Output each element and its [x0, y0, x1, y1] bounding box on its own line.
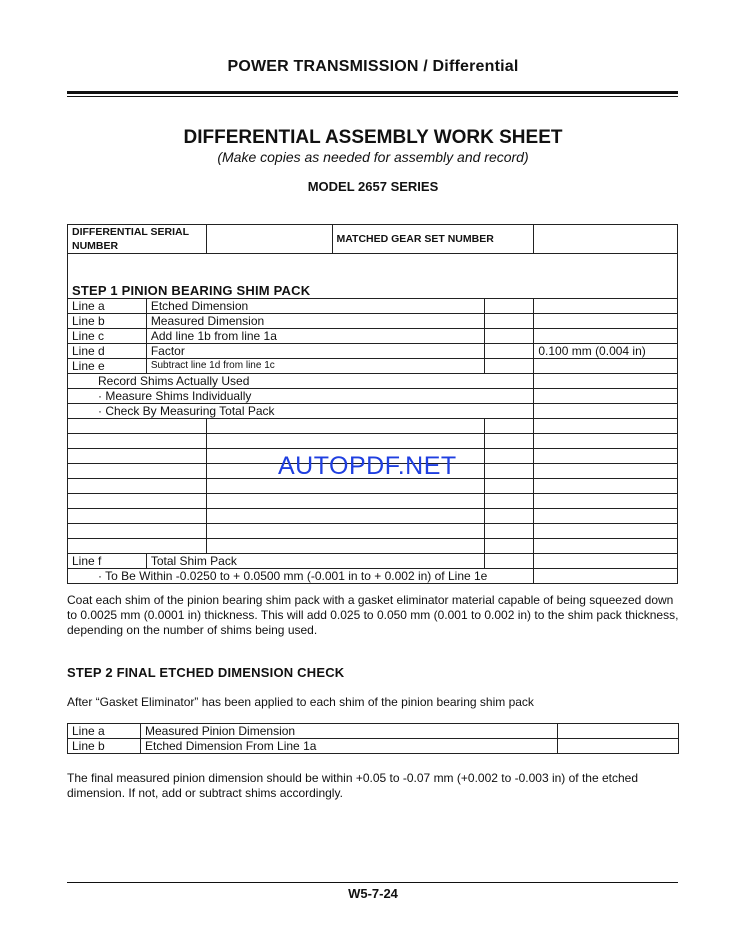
shim-entry-cell[interactable]: [68, 539, 207, 554]
line-label: Line d: [68, 344, 147, 359]
shim-entry-cell[interactable]: [484, 464, 534, 479]
record-shims-label: Record Shims Actually Used: [68, 374, 534, 389]
shim-entry-cell[interactable]: [534, 479, 678, 494]
shim-entry-row: [68, 419, 678, 434]
shim-entry-cell[interactable]: [207, 524, 484, 539]
step1-heading-row: [68, 254, 678, 299]
shim-entry-cell[interactable]: [534, 419, 678, 434]
table-row: [68, 299, 678, 314]
table-row: [68, 329, 678, 344]
page-subtitle: (Make copies as needed for assembly and record): [217, 149, 529, 165]
shim-entry-cell[interactable]: [68, 464, 207, 479]
step1-worksheet-table: [67, 224, 678, 584]
watermark: AUTOPDF.NET: [278, 452, 457, 480]
step1-heading: STEP 1 PINION BEARING SHIM PACK: [72, 283, 311, 298]
table-row: [68, 374, 678, 389]
line-value-field[interactable]: [484, 329, 534, 344]
shim-entry-cell[interactable]: [207, 494, 484, 509]
line-value-field[interactable]: [484, 314, 534, 329]
line-description: Total Shim Pack: [146, 554, 484, 569]
shim-entry-cell[interactable]: [534, 524, 678, 539]
shim-entry-cell[interactable]: [484, 509, 534, 524]
line-description: Factor: [146, 344, 484, 359]
line-label: Line b: [68, 739, 141, 754]
shim-entry-cell[interactable]: [484, 479, 534, 494]
shim-entry-row: [68, 494, 678, 509]
factor-value: 0.100 mm (0.004 in): [534, 344, 678, 359]
table-row: [68, 404, 678, 419]
check-total-label: · Check By Measuring Total Pack: [68, 404, 534, 419]
line-description: Etched Dimension: [146, 299, 484, 314]
line-extra: [534, 314, 678, 329]
section-header: POWER TRANSMISSION / Differential: [227, 58, 519, 75]
shim-entry-row: [68, 434, 678, 449]
coat-paragraph: Coat each shim of the pinion bearing shim pack with a gasket eliminator material capable of being squeezed down to 0.0025 mm (0.0001 in) thickness. This will add 0.025 to 0.050 mm (0.001 to 0.002 in) to the shim pack thickness, depending on the number of shims being used.: [67, 593, 679, 637]
line-extra: [534, 299, 678, 314]
table-row: [68, 554, 678, 569]
table-row: [68, 724, 679, 739]
step2-worksheet-table: [67, 723, 679, 754]
line-value-field[interactable]: [484, 554, 534, 569]
line-value-field[interactable]: [558, 739, 679, 754]
line-label: Line f: [68, 554, 147, 569]
line-extra: [534, 359, 678, 374]
serial-number-label: DIFFERENTIAL SERIAL NUMBER: [68, 225, 207, 254]
table-row: [68, 314, 678, 329]
line-description: Etched Dimension From Line 1a: [141, 739, 558, 754]
table-row: [68, 389, 678, 404]
header-rule-thin: [67, 96, 678, 97]
step2-intro: After “Gasket Eliminator” has been applied to each shim of the pinion bearing shim pack: [67, 695, 534, 709]
serial-row: [68, 225, 678, 254]
shim-entry-cell[interactable]: [534, 434, 678, 449]
within-tolerance-label: · To Be Within -0.0250 to + 0.0500 mm (-0.001 in to + 0.002 in) of Line 1e: [68, 569, 534, 584]
shim-entry-cell[interactable]: [207, 434, 484, 449]
shim-entry-cell[interactable]: [207, 419, 484, 434]
line-description: Add line 1b from line 1a: [146, 329, 484, 344]
page-number: W5-7-24: [348, 886, 398, 901]
serial-number-field[interactable]: [207, 225, 332, 254]
shim-entry-cell[interactable]: [484, 434, 534, 449]
line-description: Measured Dimension: [146, 314, 484, 329]
shim-entry-row: [68, 539, 678, 554]
table-row: [68, 739, 679, 754]
line-label: Line a: [68, 724, 141, 739]
gear-set-label: MATCHED GEAR SET NUMBER: [332, 225, 534, 254]
line-description: Measured Pinion Dimension: [141, 724, 558, 739]
line-label: Line c: [68, 329, 147, 344]
page-title: DIFFERENTIAL ASSEMBLY WORK SHEET: [183, 127, 563, 148]
step2-heading: STEP 2 FINAL ETCHED DIMENSION CHECK: [67, 665, 345, 680]
table-row: [68, 359, 678, 374]
shim-entry-cell[interactable]: [534, 494, 678, 509]
line-value-field[interactable]: [558, 724, 679, 739]
line-label: Line e: [68, 359, 147, 374]
gear-set-field[interactable]: [534, 225, 678, 254]
line-value-field[interactable]: [484, 359, 534, 374]
footer-rule: [67, 882, 678, 883]
shim-entry-cell[interactable]: [207, 539, 484, 554]
shim-entry-cell[interactable]: [534, 449, 678, 464]
shim-entry-cell[interactable]: [68, 494, 207, 509]
shim-entry-cell[interactable]: [68, 449, 207, 464]
shim-entry-cell[interactable]: [68, 524, 207, 539]
line-label: Line b: [68, 314, 147, 329]
shim-entry-cell[interactable]: [484, 524, 534, 539]
shim-entry-cell[interactable]: [68, 479, 207, 494]
line-value-field[interactable]: [484, 344, 534, 359]
shim-entry-cell[interactable]: [68, 419, 207, 434]
shim-entry-cell[interactable]: [484, 539, 534, 554]
table-row: [68, 569, 678, 584]
shim-entry-cell[interactable]: [484, 449, 534, 464]
header-rule: [67, 91, 678, 94]
table-row: [68, 344, 678, 359]
shim-entry-cell[interactable]: [534, 539, 678, 554]
model-label: MODEL 2657 SERIES: [307, 179, 439, 194]
final-paragraph: The final measured pinion dimension should be within +0.05 to -0.07 mm (+0.002 to -0.003 in) of the etched dimension. If not, add or subtract shims accordingly.: [67, 771, 639, 800]
shim-entry-cell[interactable]: [484, 419, 534, 434]
shim-entry-cell[interactable]: [207, 509, 484, 524]
line-label: Line a: [68, 299, 147, 314]
shim-entry-cell[interactable]: [534, 464, 678, 479]
shim-entry-row: [68, 509, 678, 524]
line-extra: [534, 329, 678, 344]
shim-entry-cell[interactable]: [68, 509, 207, 524]
shim-entry-cell[interactable]: [484, 494, 534, 509]
line-value-field[interactable]: [484, 299, 534, 314]
shim-entry-cell[interactable]: [534, 509, 678, 524]
measure-individually-label: · Measure Shims Individually: [68, 389, 534, 404]
shim-entry-cell[interactable]: [68, 434, 207, 449]
shim-entry-row: [68, 524, 678, 539]
line-description: Subtract line 1d from line 1c: [146, 359, 484, 374]
